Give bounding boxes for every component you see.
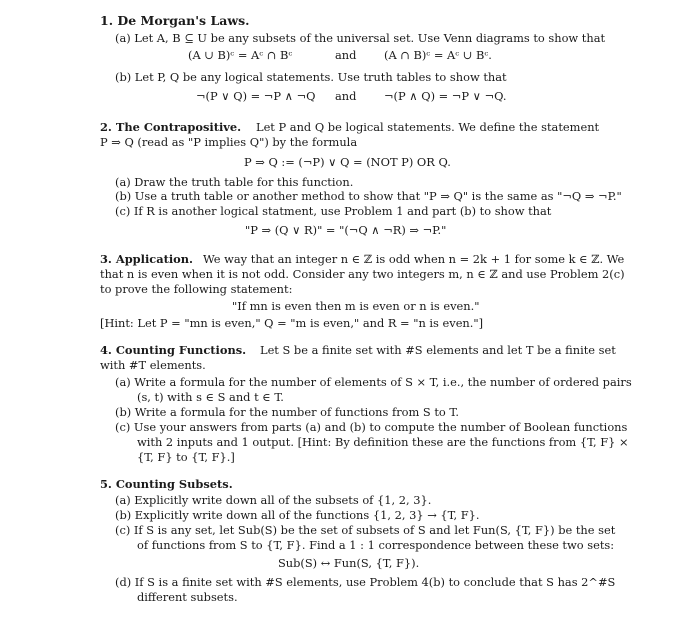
problem-2c-text: (c) If R is another logical statment, use Problem 1 and part (b) to show that bbox=[115, 204, 552, 218]
problem-4a-text-1: (a) Write a formula for the number of elements of S × T, i.e., the number of ordered pairs bbox=[115, 375, 632, 389]
problem-2-equation: P ⇒ Q := (¬P) ∨ Q = (NOT P) OR Q. bbox=[244, 155, 451, 169]
problem-4c-text-1: (c) Use your answers from parts (a) and (b) to compute the number of Boolean functions bbox=[115, 420, 628, 434]
problem-4b-text: (b) Write a formula for the number of functions from S to T. bbox=[115, 405, 459, 419]
problem-5d-text-1: (d) If S is a finite set with #S elements, use Problem 4(b) to conclude that S has 2^#S bbox=[115, 575, 616, 589]
problem-3-statement: "If mn is even then m is even or n is even." bbox=[232, 299, 480, 313]
problem-4-heading: 4. Counting Functions. bbox=[100, 343, 247, 357]
and-word-1: and bbox=[335, 48, 357, 62]
problem-4c-text-2: with 2 inputs and 1 output. [Hint: By definition these are the functions from {T, F} × bbox=[137, 435, 629, 449]
problem-5c-equation: Sub(S) ↔ Fun(S, {T, F}). bbox=[278, 556, 420, 570]
problem-1b-text: (b) Let P, Q be any logical statements. Use truth tables to show that bbox=[115, 70, 507, 84]
problem-1a-equation-1: (A ∪ B)ᶜ = Aᶜ ∩ Bᶜ bbox=[188, 48, 293, 62]
problem-3-text-1: We way that an integer n ∈ ℤ is odd when n = 2k + 1 for some k ∈ ℤ. We bbox=[203, 252, 625, 266]
problem-2a-text: (a) Draw the truth table for this function. bbox=[115, 175, 354, 189]
problem-1-heading: 1. De Morgan's Laws. bbox=[100, 13, 250, 28]
problem-1b-equation-2: ¬(P ∧ Q) = ¬P ∨ ¬Q. bbox=[384, 89, 507, 103]
problem-5c-text-1: (c) If S is any set, let Sub(S) be the set of subsets of S and let Fun(S, {T, F}) be the set bbox=[115, 523, 616, 537]
problem-2b-text: (b) Use a truth table or another method to show that "P ⇒ Q" is the same as "¬Q ⇒ ¬P." bbox=[115, 189, 622, 203]
problem-3-hint: [Hint: Let P = "mn is even," Q = "m is even," and R = "n is even."] bbox=[100, 316, 484, 330]
and-word-2: and bbox=[335, 89, 357, 103]
problem-5a-text: (a) Explicitly write down all of the subsets of {1, 2, 3}. bbox=[115, 493, 432, 507]
problem-1a-text: (a) Let A, B ⊆ U be any subsets of the universal set. Use Venn diagrams to show that bbox=[115, 31, 606, 45]
problem-5b-text: (b) Explicitly write down all of the functions {1, 2, 3} → {T, F}. bbox=[115, 508, 480, 522]
problem-2-text-2: P ⇒ Q (read as "P implies Q") by the formula bbox=[100, 135, 358, 149]
problem-2-text-1: Let P and Q be logical statements. We define the statement bbox=[256, 120, 600, 134]
problem-4-text-2: with #T elements. bbox=[100, 358, 206, 372]
problem-5-heading: 5. Counting Subsets. bbox=[100, 477, 233, 491]
problem-4a-text-2: (s, t) with s ∈ S and t ∈ T. bbox=[137, 390, 284, 404]
problem-2-heading: 2. The Contrapositive. bbox=[100, 120, 242, 134]
problem-1a-equation-2: (A ∩ B)ᶜ = Aᶜ ∪ Bᶜ. bbox=[384, 48, 492, 62]
problem-5c-text-2: of functions from S to {T, F}. Find a 1 : 1 correspondence between these two sets: bbox=[137, 538, 615, 552]
problem-3-text-3: to prove the following statement: bbox=[100, 282, 293, 296]
problem-3-text-2: that n is even when it is not odd. Consider any two integers m, n ∈ ℤ and use Problem 2(c) bbox=[100, 267, 625, 281]
problem-5d-text-2: different subsets. bbox=[137, 590, 238, 604]
problem-4-text-1: Let S be a finite set with #S elements and let T be a finite set bbox=[260, 343, 616, 357]
problem-1b-equation-1: ¬(P ∨ Q) = ¬P ∧ ¬Q bbox=[196, 89, 316, 103]
problem-3-heading: 3. Application. bbox=[100, 252, 194, 266]
problem-4c-text-3: {T, F} to {T, F}.] bbox=[137, 450, 235, 464]
problem-2c-equation: "P ⇒ (Q ∨ R)" = "(¬Q ∧ ¬R) ⇒ ¬P." bbox=[245, 223, 447, 237]
